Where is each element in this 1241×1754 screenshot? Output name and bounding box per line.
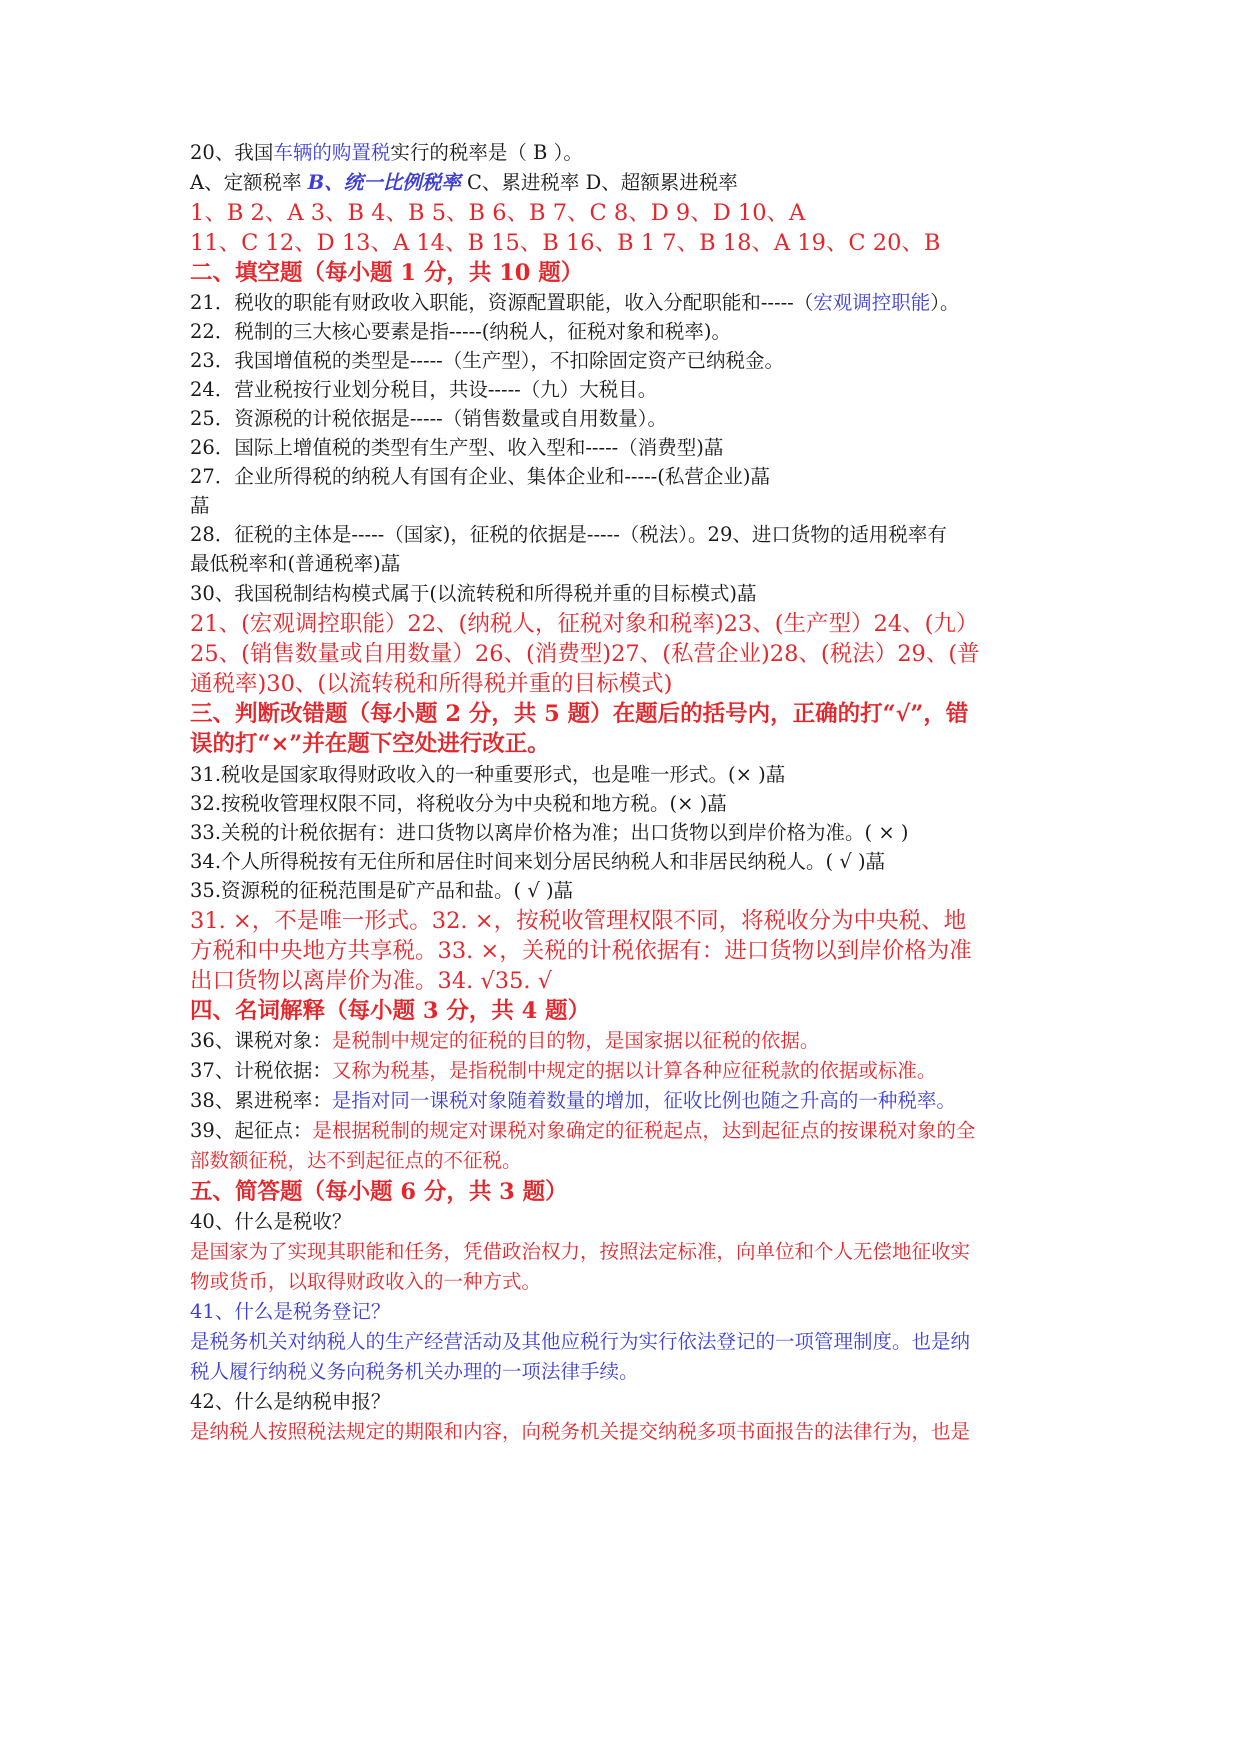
fill-question: 最低税率和(普通税率)蕌: [190, 552, 401, 575]
answer-41-line-1: 是税务机关对纳税人的生产经营活动及其他应税行为实行依法登记的一项管理制度。也是纳: [190, 1330, 971, 1353]
fill-question: 蕌: [190, 494, 210, 517]
answers-2-line-2: 25、(销售数量或自用数量）26、(消费型)27、(私营企业)28、(税法）29、(普: [190, 641, 980, 667]
section-3-title-line-1: 三、判断改错题（每小题 2 分，共 5 题）在题后的括号内，正确的打“√”，错: [190, 701, 969, 727]
fill-question: 30、我国税制结构模式属于(以流转税和所得税并重的目标模式)蕌: [190, 582, 757, 605]
section-5-title: 五、简答题（每小题 6 分，共 3 题）: [190, 1179, 568, 1205]
question-20-rest: 实行的税率是（ B ）。: [390, 141, 583, 164]
term-definition: 又称为税基，是指税制中规定的据以计算各种应征税款的依据或标准。: [331, 1059, 937, 1082]
question-41: 41、什么是税务登记？: [190, 1300, 391, 1323]
question-42: 42、什么是纳税申报？: [190, 1390, 391, 1413]
answer-40-line-1: 是国家为了实现其职能和任务，凭借政治权力，按照法定标准，向单位和个人无偿地征收实: [190, 1240, 971, 1263]
judge-question: 31.税收是国家取得财政收入的一种重要形式，也是唯一形式。(× )蕌: [190, 763, 786, 786]
option-b: B、统一比例税率: [307, 171, 461, 194]
term-38: [190, 1085, 1070, 1117]
fill-question: 28．征税的主体是-----（国家)，征税的依据是-----（税法）。29、进口货物的适用税率有: [190, 523, 947, 546]
term-label: 36、课税对象：: [190, 1029, 332, 1052]
question-21-end: ）。: [930, 291, 960, 314]
question-40: 40、什么是税收？: [190, 1210, 352, 1233]
judge-question: 33.关税的计税依据有：进口货物以离岸价格为准；出口货物以到岸价格为准。( × ): [190, 821, 909, 844]
section-3-title-line-2: 误的打“×”并在题下空处进行改正。: [190, 731, 550, 757]
fill-question: 22．税制的三大核心要素是指-----(纳税人，征税对象和税率)。: [190, 320, 731, 343]
term-definition: 是税制中规定的征税的目的物，是国家据以征税的依据。: [331, 1029, 820, 1052]
answers-2-line-1: 21、(宏观调控职能）22、(纳税人，征税对象和税率)23、(生产型）24、(九）: [190, 611, 979, 637]
question-21-link: 宏观调控职能: [813, 291, 931, 314]
answers-3-line-3: 出口货物以离岸价为准。34. √35. √: [190, 968, 553, 994]
question-21-text: 21．税收的职能有财政收入职能，资源配置职能，收入分配职能和-----（: [190, 291, 814, 314]
option-a: A、定额税率: [190, 171, 308, 194]
answers-1-line-1: 1、B 2、A 3、B 4、B 5、B 6、B 7、C 8、D 9、D 10、A: [190, 200, 806, 226]
option-c-d: C、累进税率 D、超额累进税率: [460, 171, 738, 194]
question-20-prefix: 20、我国: [190, 141, 274, 164]
question-20: [190, 137, 1070, 169]
question-21: [190, 287, 1070, 319]
answer-40-line-2: 物或货币，以取得财政收入的一种方式。: [190, 1270, 542, 1293]
section-2-title: 二、填空题（每小题 1 分，共 10 题）: [190, 260, 584, 286]
answer-41-line-2: 税人履行纳税义务向税务机关办理的一项法律手续。: [190, 1360, 639, 1383]
term-39: [190, 1115, 1070, 1147]
judge-question: 35.资源税的征税范围是矿产品和盐。( √ )蕌: [190, 879, 574, 902]
term-definition: 是指对同一课税对象随着数量的增加，征收比例也随之升高的一种税率。: [331, 1089, 956, 1112]
fill-question: 23．我国增值税的类型是-----（生产型），不扣除固定资产已纳税金。: [190, 349, 785, 372]
term-39-continued: 部数额征税，达不到起征点的不征税。: [190, 1149, 522, 1172]
answers-3-line-2: 方税和中央地方共享税。33. ×，关税的计税依据有：进口货物以到岸价格为准: [190, 938, 972, 964]
term-definition: 是根据税制的规定对课税对象确定的征税起点，达到起征点的按课税对象的全: [312, 1119, 976, 1142]
answers-1-line-2: 11、C 12、D 13、A 14、B 15、B 16、B 1 7、B 18、A 19、C 20、B: [190, 230, 941, 256]
section-4-title: 四、名词解释（每小题 3 分，共 4 题）: [190, 998, 591, 1024]
fill-question: 24．营业税按行业划分税目，共设-----（九）大税目。: [190, 378, 658, 401]
question-20-options: [190, 167, 1070, 199]
fill-question: 27．企业所得税的纳税人有国有企业、集体企业和-----(私营企业)蕌: [190, 465, 770, 488]
fill-question: 25．资源税的计税依据是-----（销售数量或自用数量）。: [190, 407, 668, 430]
answer-42-line-1: 是纳税人按照税法规定的期限和内容，向税务机关提交纳税多项书面报告的法律行为，也是: [190, 1420, 971, 1443]
fill-question: 26．国际上增值税的类型有生产型、收入型和-----（消费型)蕌: [190, 436, 724, 459]
term-36: [190, 1025, 1070, 1057]
question-20-link: 车辆的购置税: [273, 141, 391, 164]
answers-2-line-3: 通税率)30、(以流转税和所得税并重的目标模式): [190, 671, 673, 697]
term-label: 37、计税依据：: [190, 1059, 332, 1082]
term-label: 39、起征点：: [190, 1119, 313, 1142]
term-37: [190, 1055, 1070, 1087]
judge-question: 34.个人所得税按有无住所和居住时间来划分居民纳税人和非居民纳税人。( √ )蕌: [190, 850, 886, 873]
judge-question: 32.按税收管理权限不同，将税收分为中央税和地方税。(× )蕌: [190, 792, 727, 815]
answers-3-line-1: 31. ×，不是唯一形式。32. ×，按税收管理权限不同，将税收分为中央税、地: [190, 908, 967, 934]
term-label: 38、累进税率：: [190, 1089, 332, 1112]
